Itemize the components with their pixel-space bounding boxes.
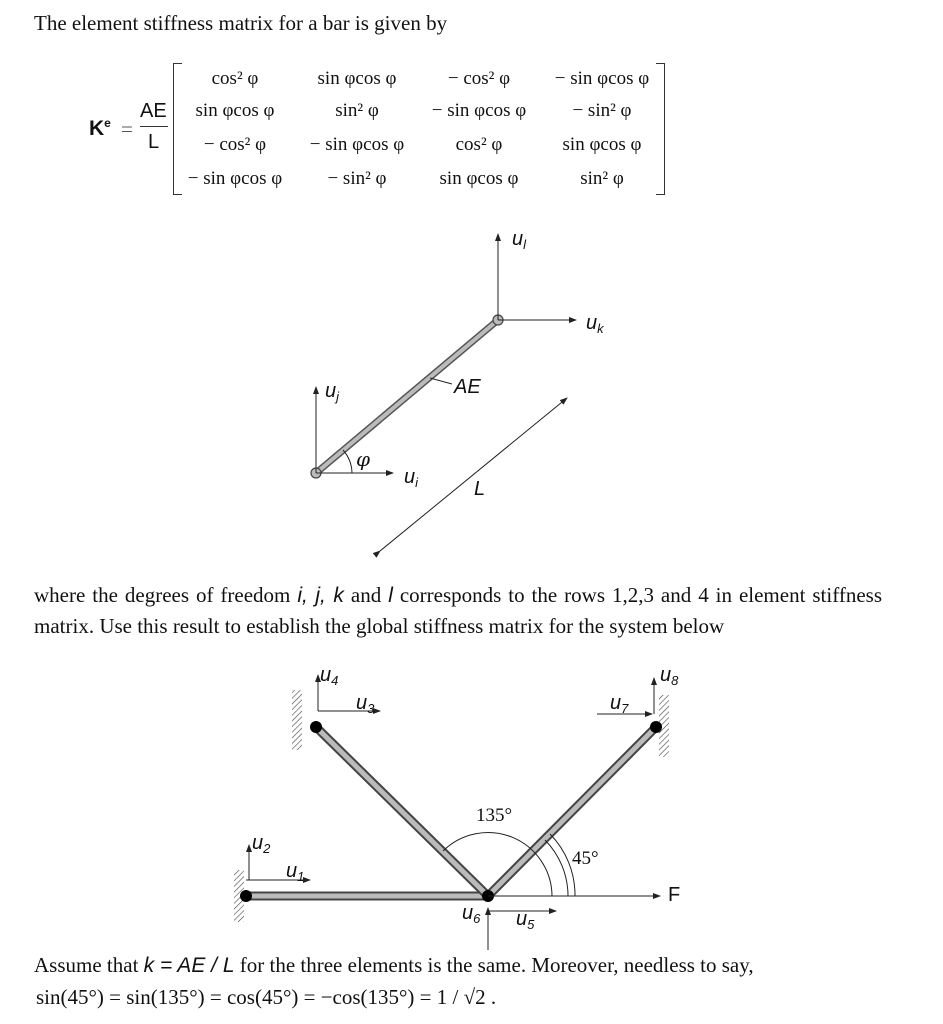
label-phi: φ [356, 447, 371, 471]
label-u-j: $u_j$ [325, 380, 340, 404]
label-u-i: $u_i$ [404, 466, 419, 490]
matrix-cell: sin² φ [335, 100, 379, 121]
label-ae: AE [454, 376, 481, 398]
label-u-l: $u_l$ [512, 228, 527, 252]
dof-vars: i, j, k [297, 584, 344, 607]
label-sub: 8 [671, 673, 679, 688]
label-sub: k [597, 321, 604, 336]
bottom-text-line2: sin(45°) = sin(135°) = cos(45°) = −cos(135°) = 1 / √2 . [36, 985, 497, 1009]
label-sub: 2 [263, 841, 271, 856]
bottom-text-line1: Assume that k = AE / L for the three elements is the same. Moreover, needless to say, [34, 953, 754, 977]
label-u1: $u_1$ [286, 860, 305, 884]
wall-support-top-left [292, 690, 302, 750]
matrix-cell: − sin φcos φ [187, 168, 283, 189]
matrix-cell: − sin φcos φ [431, 100, 527, 121]
factor-denominator: L [148, 131, 160, 153]
matrix-cell: − cos² φ [447, 68, 511, 89]
label-sub: 6 [473, 911, 481, 926]
factor-numerator: AE [140, 100, 167, 122]
label-sub: l [523, 237, 527, 252]
label-u8: $u_8$ [660, 664, 679, 688]
matrix-cell: − sin φcos φ [554, 68, 650, 89]
intro-text: The element stiffness matrix for a bar is given by [34, 11, 448, 35]
middle-text: where the degrees of freedom i, j, k and l corresponds to the rows 1,2,3 and 4 in element stiffness matrix. Use this result to establish the global stiffness matrix for the system below [34, 583, 882, 638]
matrix-lhs: $K^e$ [89, 116, 111, 140]
label-u6: $u_6$ [462, 902, 481, 926]
label-length: L [474, 478, 486, 500]
label-sub: 7 [621, 701, 629, 716]
arc-45-inner [545, 840, 568, 896]
matrix-cell: sin φcos φ [195, 100, 275, 121]
node-3 [650, 721, 662, 733]
ae-leader [430, 378, 452, 384]
matrix-cell: sin² φ [580, 168, 624, 189]
label-sub: 1 [297, 869, 305, 884]
matrix-cell: − cos² φ [203, 134, 267, 155]
label-angle-45: 45° [572, 848, 599, 869]
matrix-cell: − sin² φ [327, 168, 387, 189]
label-angle-135: 135° [476, 805, 513, 826]
node-1 [240, 890, 252, 902]
label-sub: 5 [527, 917, 535, 932]
matrix-cell: sin φcos φ [439, 168, 519, 189]
label-u7: $u_7$ [610, 692, 629, 716]
label-u4: $u_4$ [320, 664, 339, 688]
label-u2: $u_2$ [252, 832, 271, 856]
matrix-cell: − sin² φ [572, 100, 632, 121]
dof-var-l: l [388, 584, 393, 607]
label-u3: $u_3$ [356, 692, 375, 716]
matrix-equals: = [121, 117, 133, 141]
matrix-cell: − sin φcos φ [309, 134, 405, 155]
label-sub: j [336, 389, 340, 404]
label-sub: 3 [367, 701, 375, 716]
bar-2-fill [316, 727, 488, 896]
matrix-cell: sin φcos φ [317, 68, 397, 89]
label-force: F [668, 884, 681, 906]
matrix-cell: sin φcos φ [562, 134, 642, 155]
label-u-k: $u_k$ [586, 312, 604, 336]
matrix-cell: cos² φ [211, 68, 259, 89]
matrix-lhs-sup: e [104, 116, 111, 130]
matrix-cell: cos² φ [455, 134, 503, 155]
label-u5: $u_5$ [516, 908, 535, 932]
label-sub: i [415, 475, 419, 490]
k-equation: k = AE / L [143, 954, 235, 977]
label-sub: 4 [331, 673, 339, 688]
node-2 [310, 721, 322, 733]
